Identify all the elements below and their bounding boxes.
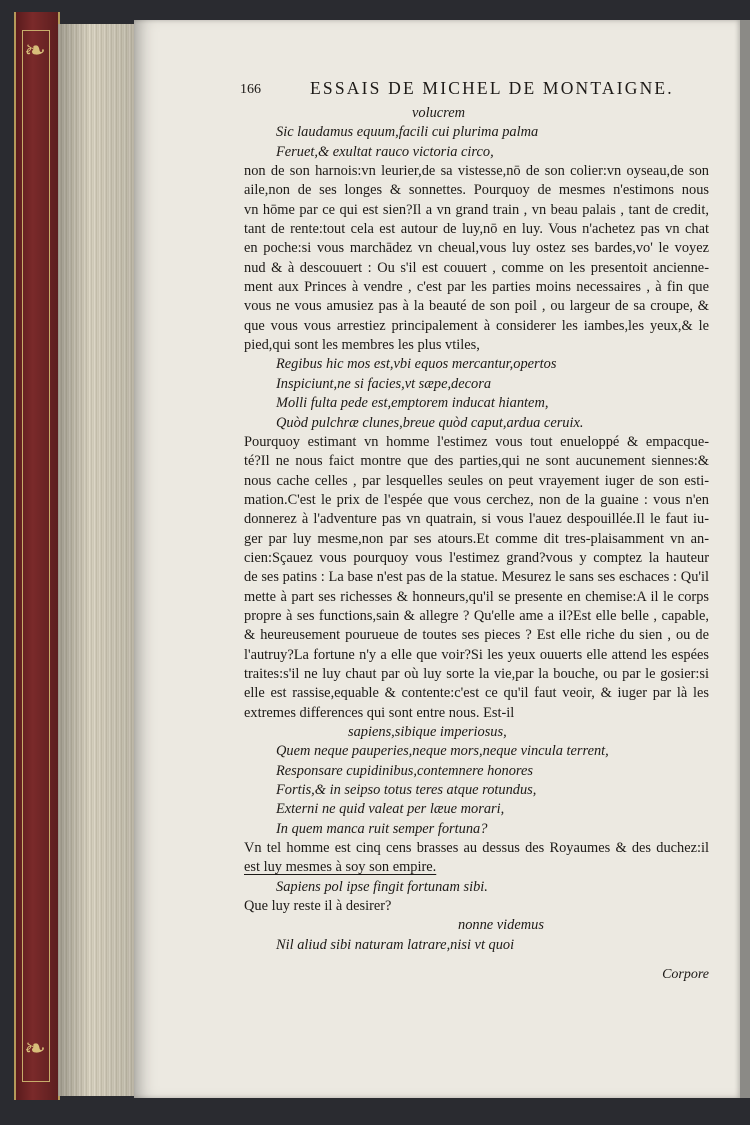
catchword-row xyxy=(244,955,709,985)
book-page xyxy=(134,20,740,1098)
text-line: vn hōme par ce qui est sien?Il a vn grand train , vn beau palais , tant de credit, xyxy=(244,201,709,218)
text-line: pied,qui sont les membres les plus vtiles, xyxy=(244,337,480,354)
verse-line: nonne videmus xyxy=(458,917,544,934)
text-line: ment aux Princes à vendre , c'est par les parties moins necessaires , à fin que xyxy=(244,279,709,296)
verse-line: Sapiens pol ipse fingit fortunam sibi. xyxy=(276,878,488,895)
text-line: Pourquoy estimant vn homme l'estimez vous tout enueloppé & empacque- xyxy=(244,433,709,450)
text-line: l'autruy?La fortune n'y a elle que voir?Si les yeux ouuerts elle attend les espées xyxy=(244,646,709,663)
text-line: ger par luy mesme,non par ses atours.Et comme dit tres-plaisamment vn an- xyxy=(244,530,709,547)
text-line: té?Il ne nous faict montre que des parties,qui ne sont aucunement siennes:& xyxy=(244,453,709,470)
binding-ornament-top: ❧ xyxy=(24,36,46,66)
verse-line: Molli fulta pede est,emptorem inducat hiantem, xyxy=(276,395,549,412)
text-line: est luy mesmes à soy son empire. xyxy=(244,859,437,876)
verse-line: Quòd pulchræ clunes,breue quòd caput,ardua ceruix. xyxy=(276,414,584,431)
verse-line: Inspiciunt,ne si facies,vt sæpe,decora xyxy=(276,375,492,392)
text-line: traites:s'il ne luy chaut par où luy sorte la vie,par la bouche, ou par le gosier:si xyxy=(244,665,709,682)
running-title: ESSAIS DE MICHEL DE MONTAIGNE. xyxy=(310,78,674,98)
page-text xyxy=(240,78,709,985)
text-line: elle est rassise,equable & contente:c'est ce qu'il faut veoir, & iuger par là les xyxy=(244,685,709,702)
text-line: propre à ses functions,sain & allegre ? Qu'elle ame a il?Est elle belle , capable, xyxy=(244,607,709,624)
verse-line: Quem neque pauperies,neque mors,neque vincula terrent, xyxy=(276,743,609,760)
text-line: Vn tel homme est cinq cens brasses au dessus des Royaumes & des duchez:il xyxy=(244,840,709,857)
verse-line: In quem manca ruit semper fortuna? xyxy=(276,820,488,837)
text-line: & heureusement pourueue de toutes ses pieces ? Est elle riche du sien , ou de xyxy=(244,627,709,644)
text-line: tant de rente:tout cela est autour de luy,nō en luy. Vous n'achetez pas vn chat xyxy=(244,221,709,238)
verse-line: Nil aliud sibi naturam latrare,nisi vt quoi xyxy=(276,936,515,953)
binding-ornament-bottom: ❧ xyxy=(24,1034,46,1064)
verse-line: sapiens,sibique imperiosus, xyxy=(348,724,507,740)
text-line: mette à part ses richesses & honneurs,qu'il se presente en chemise:A il le corps xyxy=(244,588,709,605)
text-line: aile,non de ses longes & sonnettes. Pourquoy de mesmes n'estimons nous xyxy=(244,182,709,199)
verse-line: Feruet,& exultat rauco victoria circo, xyxy=(276,143,494,160)
verse-line: Externi ne quid valeat per læue morari, xyxy=(276,801,505,818)
verse-line: Responsare cupidinibus,contemnere honores xyxy=(276,762,533,779)
page-number: 166 xyxy=(240,82,261,97)
text-line: donnerez à l'adventure pas vn quatrain, si vous l'auez despouillée.Il le faut iu- xyxy=(244,511,709,528)
text-line: vous ne vous amusiez pas à la beauté de son poil , ou largeur de sa croupe, & xyxy=(244,298,709,315)
verse-line: Fortis,& in seipso totus teres atque rotundus, xyxy=(276,782,537,799)
text-line: nous cache celles , par lesquelles seules on peut vrayement iuger de son esti- xyxy=(244,472,709,489)
text-line: cien:Sçauez vous pourquoy vous l'estimez grand?vous y comptez la hauteur xyxy=(244,549,709,566)
verse-line: Sic laudamus equum,facili cui plurima palma xyxy=(276,124,539,141)
text-line: extremes differences qui sont entre nous. Est-il xyxy=(244,704,515,721)
text-line: nud & à descouuert : Ou s'il est couuert , comme on les presentoit ancienne- xyxy=(244,259,709,276)
page-edges-shadow xyxy=(58,24,138,1096)
text-line: en poche:si vous marchādez vn cheual,vous luy ostez ses bardes,vo' le voyez xyxy=(244,240,709,257)
page-header xyxy=(240,78,709,104)
text-line: Que luy reste il à desirer? xyxy=(244,898,392,915)
text-line: non de son harnois:vn leurier,de sa vistesse,nō de son colier:vn oyseau,de son xyxy=(244,163,709,180)
text-line: de ses patins : La base n'est pas de la statue. Mesurez le sans ses eschaces : Qu'il xyxy=(244,569,709,586)
binding-gilt-border xyxy=(22,30,50,1082)
verse-line: volucrem xyxy=(412,105,466,121)
text-line: que vous vous arrestiez principalement à considerer les iambes,les yeux,& le xyxy=(244,317,709,334)
verse-line: Regibus hic mos est,vbi equos mercantur,opertos xyxy=(276,356,557,373)
text-line: mation.C'est le prix de l'espée que vous cerchez, non de la guaine : vous n'en xyxy=(244,491,709,508)
catchword: Corpore xyxy=(662,967,709,983)
book-binding xyxy=(14,12,60,1100)
